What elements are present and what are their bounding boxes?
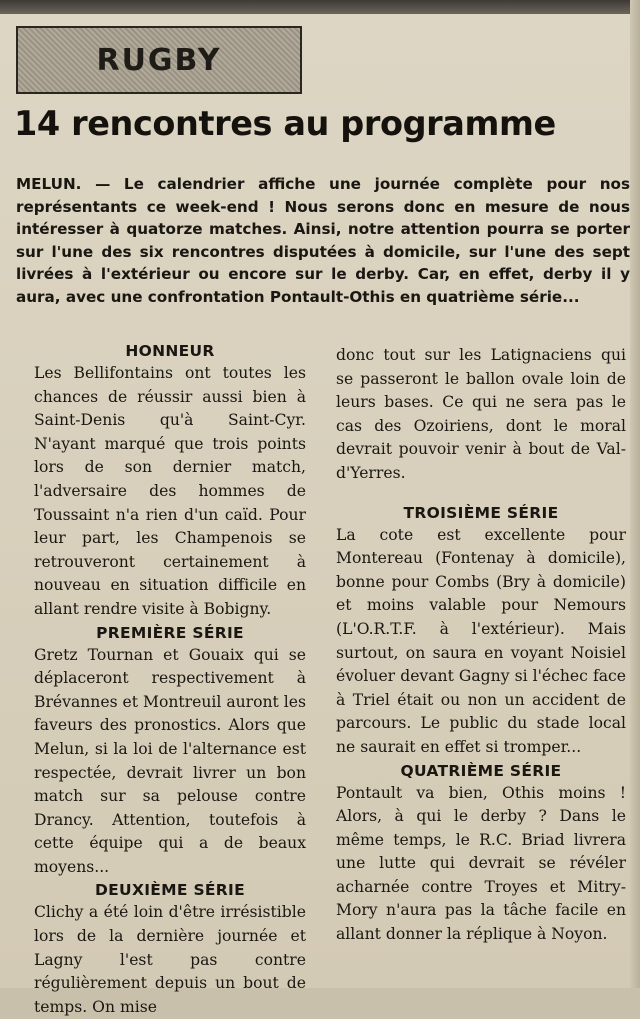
article-lead: MELUN. — Le calendrier affiche une journée complète pour nos représentants ce week-end ! Nous serons donc en mesure de nous intéresser à quatorze matches. Ainsi, notre attention pourra se porter sur l'une des six rencontres disputées à domicile, sur l'une des sept livrées à l'extérieur ou encore sur le derby. Car, en effet, derby il y aura, avec une confrontation Pontault-Othis en quatrième série...	[16, 175, 630, 306]
section-text-troisieme: La cote est excellente pour Montereau (Fontenay à domicile), bonne pour Combs (Bry à domicile) et moins valable pour Nemours (L'O.R.T.F. à l'extérieur). Mais surtout, on saura en voyant Noisiel évoluer devant Gagny si l'échec face à Triel était ou non un accident de parcours. Le public du stade local ne saurait en effet si tromper...	[336, 525, 626, 756]
paper-edge	[630, 0, 640, 988]
section-title-deuxieme: DEUXIÈME SÉRIE	[95, 881, 245, 900]
section-text-deuxieme: Clichy a été loin d'être irrésistible lors de la dernière journée et Lagny l'est pas contre régulièrement depuis un bout de temps. On mise	[34, 903, 306, 1016]
section-text-premiere: Gretz Tournan et Gouaix qui se déplaceront respectivement à Brévannes et Montreuil auront les faveurs des pronostics. Alors que Melun, si la loi de l'alternance est respectée, devrait livrer un bon match sur sa pelouse contre Drancy. Attention, toutefois à cette équipe qui a de beaux moyens...	[34, 645, 306, 876]
rubric-label: RUGBY	[96, 42, 222, 78]
section-text-honneur: Les Bellifontains ont toutes les chances de réussir aussi bien à Saint-Denis qu'à Saint-Cyr. N'ayant marqué que trois points lors de son dernier match, l'adversaire des hommes de Toussaint n'a rien d'un caïd. Pour leur part, les Champenois se retrouveront certainement à nouveau en situation difficile en allant rendre visite à Bobigny.	[34, 364, 306, 618]
left-column	[34, 340, 306, 1019]
article-headline: 14 rencontres au programme	[14, 104, 556, 143]
section-title-premiere: PREMIÈRE SÉRIE	[96, 623, 244, 642]
top-shadow-band	[0, 0, 640, 14]
section-rubric-box	[16, 26, 302, 94]
section-text-deuxieme-continued: donc tout sur les Latignaciens qui se passeront le ballon ovale loin de leurs bases. Ce qui ne sera pas le cas des Ozoiriens, dont le moral devrait pouvoir venir à bout de Val-d'Yerres.	[336, 346, 626, 482]
section-title-troisieme: TROISIÈME SÉRIE	[403, 503, 559, 522]
right-column	[336, 344, 626, 947]
section-text-quatrieme: Pontault va bien, Othis moins ! Alors, à qui le derby ? Dans le même temps, le R.C. Briad livrera une lutte qui devrait se révéler acharnée contre Troyes et Mitry-Mory n'aura pas la tâche facile en allant donner la réplique à Noyon.	[336, 783, 626, 944]
section-title-honneur: HONNEUR	[125, 342, 215, 360]
section-title-quatrieme: QUATRIÈME SÉRIE	[400, 761, 562, 780]
